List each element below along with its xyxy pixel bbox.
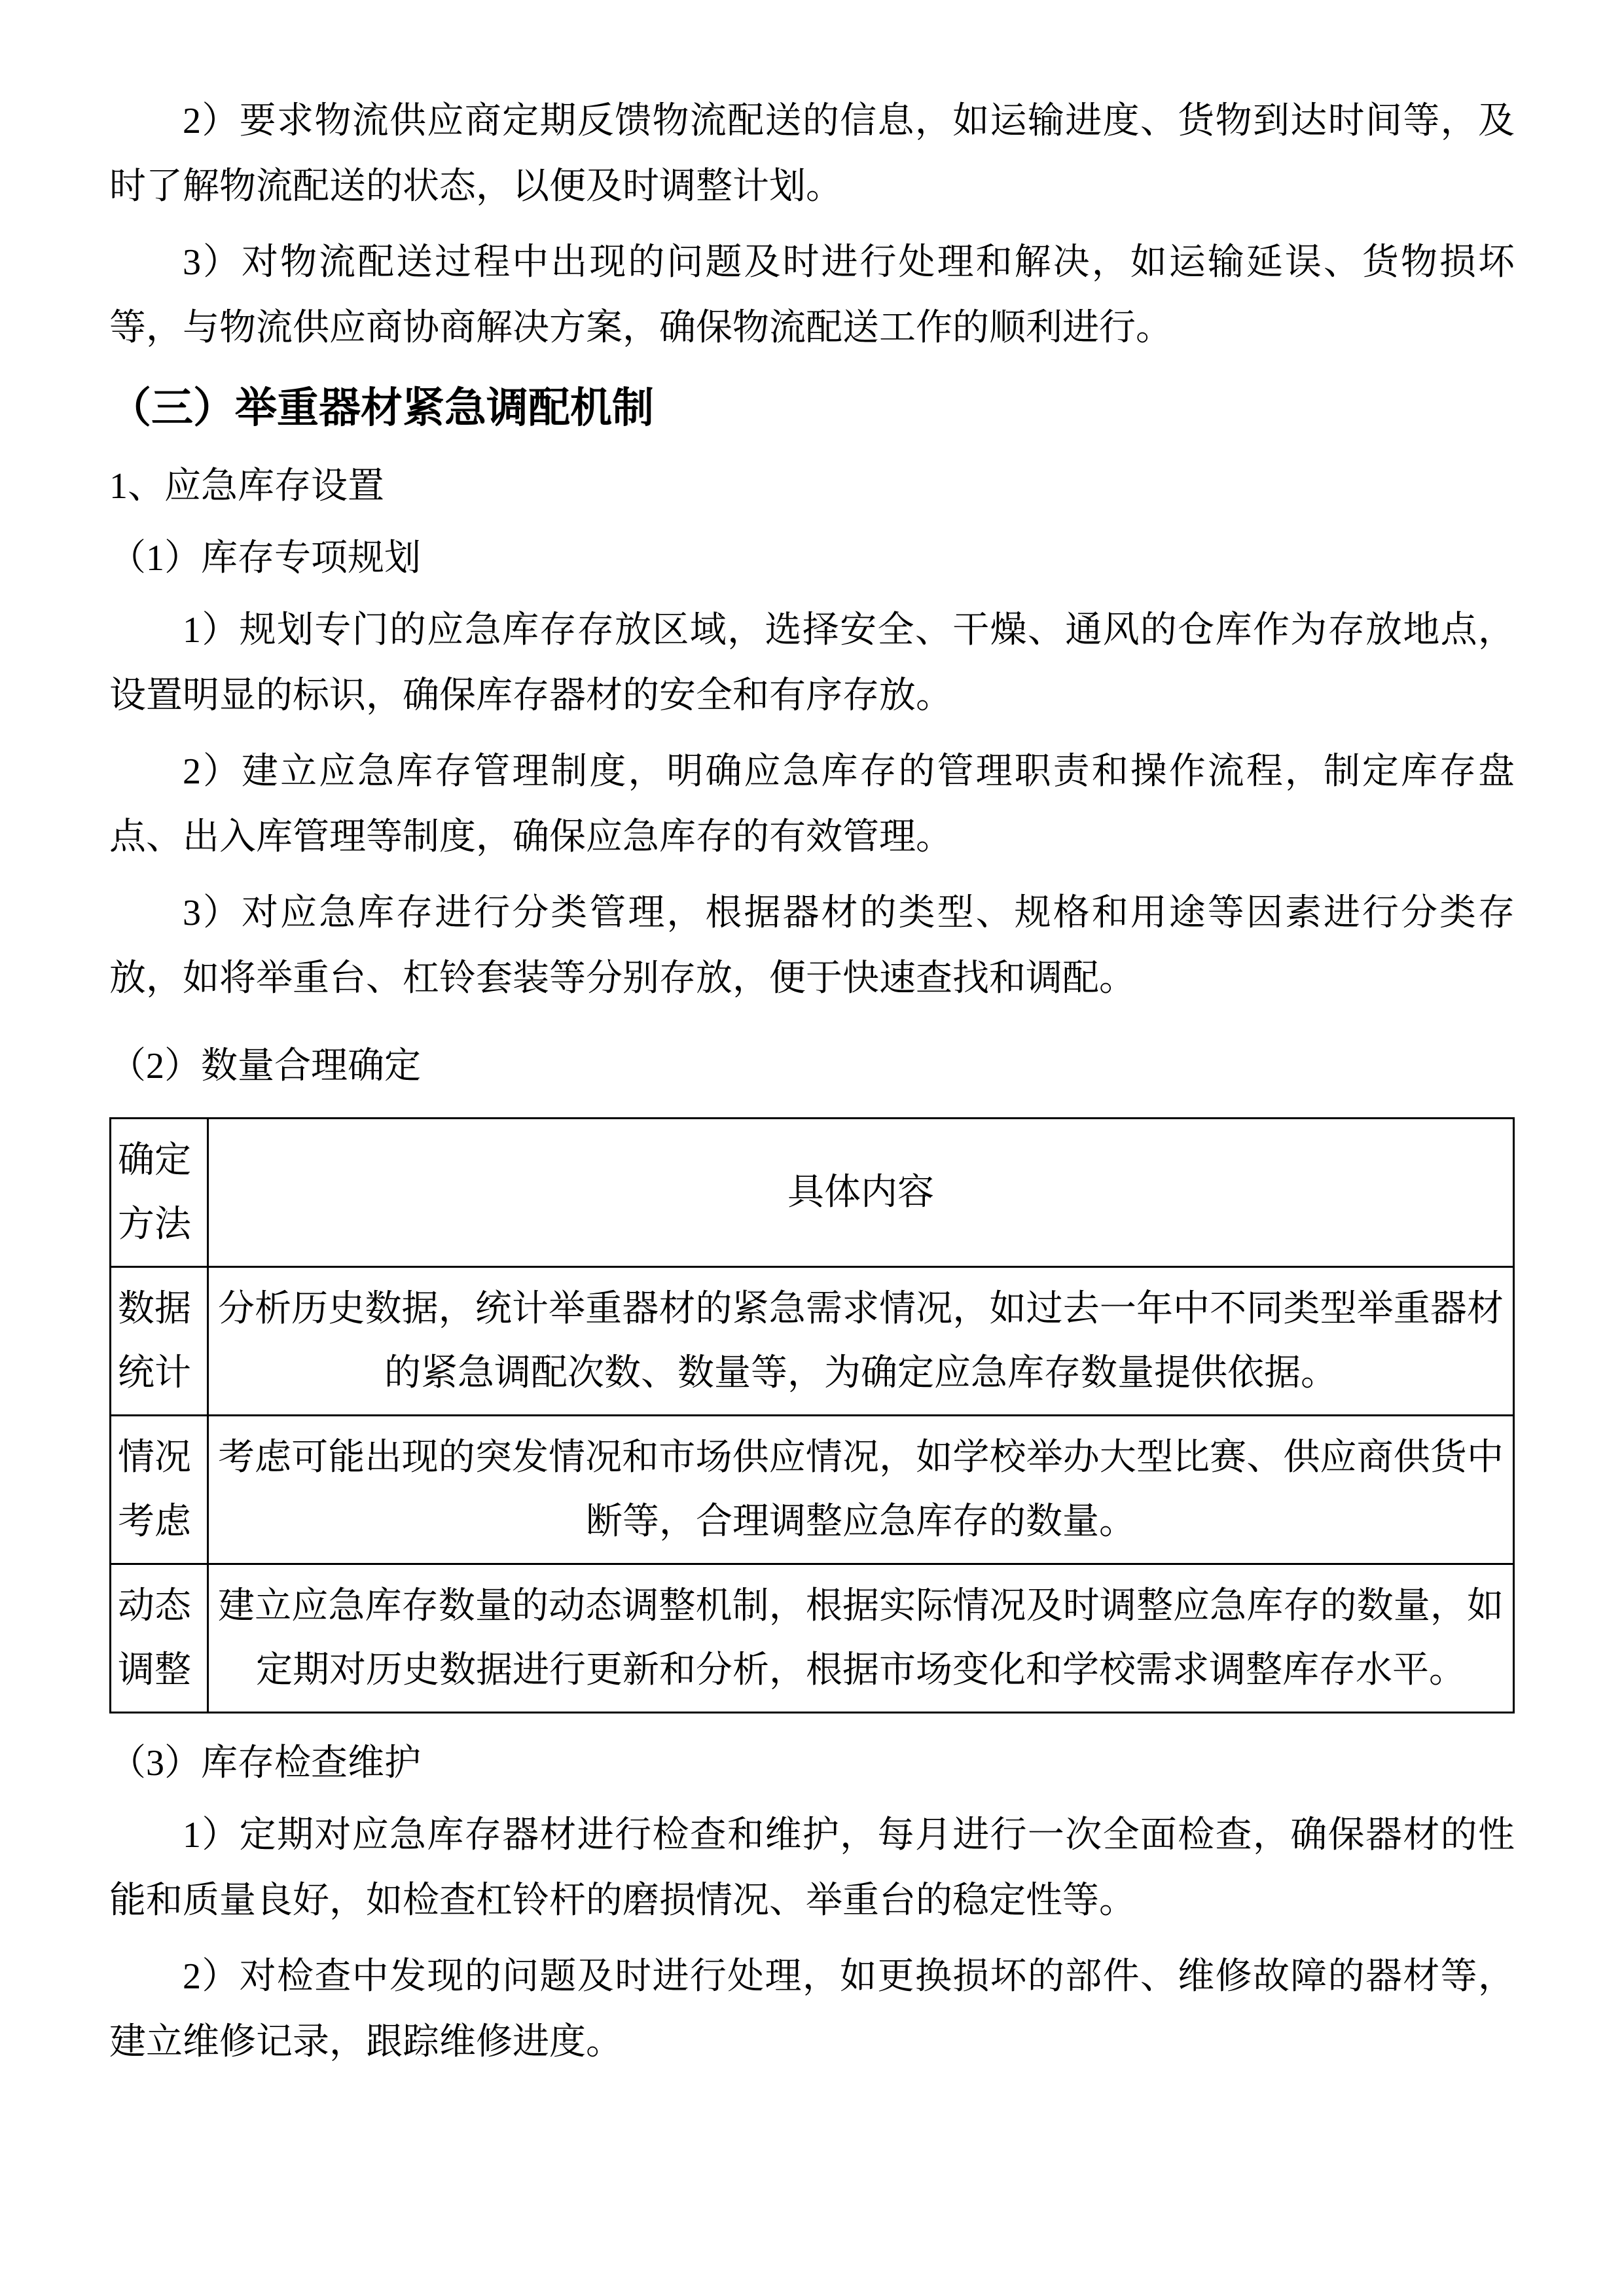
paragraph-plan-storage-area: 1）规划专门的应急库存存放区域，选择安全、干燥、通风的仓库作为存放地点，设置明显的标识，确保库存器材的安全和有序存放。	[109, 610, 1515, 716]
table-cell-method: 情况考虑	[111, 1416, 208, 1564]
quantity-determination-table	[109, 1117, 1515, 1713]
table-row-situation-consideration	[111, 1416, 1514, 1564]
paragraph-plan-management-system: 2）建立应急库存管理制度，明确应急库存的管理职责和操作流程，制定库存盘点、出入库管理等制度，确保应急库存的有效管理。	[109, 751, 1515, 857]
table-row-dynamic-adjustment	[111, 1564, 1514, 1713]
subheading-inventory-special-plan: （1）库存专项规划	[109, 538, 421, 579]
subheading-quantity-determination: （2）数量合理确定	[109, 1046, 421, 1086]
table-cell-content: 分析历史数据，统计举重器材的紧急需求情况，如过去一年中不同类型举重器材的紧急调配次数、数量等，为确定应急库存数量提供依据。	[208, 1267, 1514, 1416]
subheading-inventory-check-maintenance: （3）库存检查维护	[109, 1743, 421, 1784]
table-cell-method: 数据统计	[111, 1267, 208, 1416]
paragraph-logistics-feedback: 2）要求物流供应商定期反馈物流配送的信息，如运输进度、货物到达时间等，及时了解物流配送的状态，以便及时调整计划。	[109, 101, 1515, 207]
table-cell-method: 动态调整	[111, 1564, 208, 1713]
table-cell-content: 考虑可能出现的突发情况和市场供应情况，如学校举办大型比赛、供应商供货中断等，合理调整应急库存的数量。	[208, 1416, 1514, 1564]
table-cell-content: 建立应急库存数量的动态调整机制，根据实际情况及时调整应急库存的数量，如定期对历史数据进行更新和分析，根据市场变化和学校需求调整库存水平。	[208, 1564, 1514, 1713]
section-heading-emergency-allocation: （三）举重器材紧急调配机制	[109, 385, 654, 431]
paragraph-check-regular-inspection: 1）定期对应急库存器材进行检查和维护，每月进行一次全面检查，确保器材的性能和质量良好，如检查杠铃杆的磨损情况、举重台的稳定性等。	[109, 1815, 1515, 1921]
table-header-method: 确定方法	[111, 1119, 208, 1267]
table-row-data-statistics	[111, 1267, 1514, 1416]
paragraph-check-problem-handling: 2）对检查中发现的问题及时进行处理，如更换损坏的部件、维修故障的器材等，建立维修记录，跟踪维修进度。	[109, 1956, 1515, 2062]
paragraph-plan-classified-management: 3）对应急库存进行分类管理，根据器材的类型、规格和用途等因素进行分类存放，如将举重台、杠铃套装等分别存放，便于快速查找和调配。	[109, 893, 1515, 999]
paragraph-logistics-problem-handling: 3）对物流配送过程中出现的问题及时进行处理和解决，如运输延误、货物损坏等，与物流供应商协商解决方案，确保物流配送工作的顺利进行。	[109, 242, 1515, 348]
table-header-content: 具体内容	[208, 1119, 1514, 1267]
subheading-emergency-inventory-setup: 1、应急库存设置	[109, 466, 384, 507]
table-header-row	[111, 1119, 1514, 1267]
